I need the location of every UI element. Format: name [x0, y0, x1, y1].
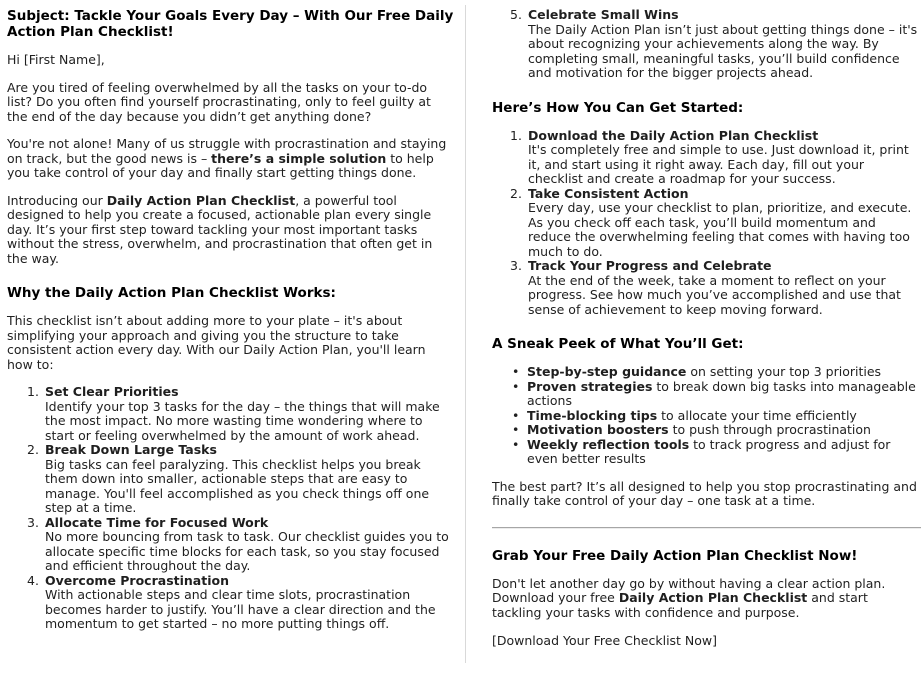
list-item-title: Overcome Procrastination — [45, 572, 229, 588]
bullet-icon: • — [512, 436, 520, 452]
bullet-icon: • — [512, 378, 520, 394]
subject-heading: Subject: Tackle Your Goals Every Day – With Our Free Daily Action Plan Checklist! — [7, 8, 454, 40]
list-item-body — [528, 129, 921, 187]
greeting: Hi [First Name], — [7, 52, 105, 67]
list-item — [510, 129, 921, 187]
list-item-body — [528, 259, 921, 317]
list-item-description: Identify your top 3 tasks for the day – the things that will make the most impact. No more wasting time wondering where to start or feeling overwhelmed by the amount of work ahead. — [45, 398, 440, 443]
list-item-number: 5. — [510, 7, 522, 22]
paragraph-grab — [492, 577, 921, 621]
list-item — [510, 187, 921, 260]
list-item-description: With actionable steps and clear time slots, procrastination becomes harder to justify. You’ll have a clear direction and the momentum to get started – no more putting things off. — [45, 587, 436, 631]
horizontal-rule — [492, 527, 921, 529]
list-item-number: 3. — [510, 258, 522, 273]
list-item-text: to push through procrastination — [668, 422, 871, 437]
list-item-description: It's completely free and simple to use. Just download it, print it, and start using it right away. Each day, fill out your checklist and create a roadmap for your success. — [528, 142, 909, 186]
section-heading-get-started: Here’s How You Can Get Started: — [492, 99, 744, 116]
section-heading-grab: Grab Your Free Daily Action Plan Checklist Now! — [492, 547, 858, 564]
bold-phrase: Weekly reflection tools — [527, 436, 690, 452]
list-item-title: Download the Daily Action Plan Checklist — [528, 127, 819, 143]
bullet-list-features — [492, 365, 921, 467]
bold-phrase: Proven strategies — [527, 378, 653, 394]
numbered-list-benefits-continued — [492, 8, 921, 81]
list-item — [510, 409, 921, 424]
list-item-text: to track progress and adjust for even better results — [527, 436, 891, 466]
list-item-text: to break down big tasks into manageable actions — [527, 378, 916, 408]
list-item — [27, 443, 455, 516]
column-divider — [465, 5, 466, 663]
list-item — [510, 423, 921, 438]
paragraph-text: , a powerful tool designed to help you create a focused, actionable plan every single day. It’s your first step toward tackling your most important tasks without the stress, overwhelm, and procrastination that often get in the way. — [7, 192, 433, 266]
list-item-title: Track Your Progress and Celebrate — [528, 258, 772, 273]
bold-phrase: Daily Action Plan Checklist — [106, 192, 296, 208]
list-item-title: Celebrate Small Wins — [528, 7, 679, 22]
bullet-icon: • — [512, 364, 520, 379]
section-heading-sneak-peek: A Sneak Peek of What You’ll Get: — [492, 336, 744, 352]
list-item-title: Allocate Time for Focused Work — [45, 514, 269, 530]
list-item-number: 2. — [510, 185, 522, 201]
paragraph-intro: Are you tired of feeling overwhelmed by all the tasks on your to-do list? Do you often find yourself procrastinating, only to feel guilty at the end of the day because you didn’t get anything done? — [7, 79, 431, 124]
list-item-number: 1. — [510, 127, 522, 143]
paragraph-text: Introducing our — [7, 192, 107, 208]
list-item — [510, 8, 921, 81]
cta-download-link[interactable]: [Download Your Free Checklist Now] — [492, 633, 718, 648]
list-item-description: Every day, use your checklist to plan, prioritize, and execute. As you check off each task, you’ll build momentum and reduce the overwhelming feeling that comes with having too much to do. — [528, 200, 912, 259]
list-item — [510, 438, 921, 467]
list-item-title: Take Consistent Action — [528, 185, 689, 201]
list-item-description: Big tasks can feel paralyzing. This checklist helps you break them down into smaller, actionable steps that are easy to manage. You'll feel accomplished as you check things off one step at a time. — [45, 456, 430, 515]
bold-phrase: Daily Action Plan Checklist — [618, 590, 808, 605]
list-item-body — [45, 443, 455, 516]
list-item-body — [528, 187, 921, 260]
list-item-body — [528, 8, 921, 81]
list-item-title: Break Down Large Tasks — [45, 442, 217, 457]
bullet-icon: • — [512, 422, 520, 437]
paragraph-introducing — [7, 194, 455, 267]
paragraph-solution — [7, 137, 455, 181]
list-item-body — [527, 380, 921, 409]
list-item — [27, 516, 455, 574]
list-item — [510, 380, 921, 409]
list-item-description: At the end of the week, take a moment to reflect on your progress. See how much you’ve accomplished and use that sense of achievement to keep moving forward. — [528, 272, 901, 317]
numbered-list-steps — [492, 129, 921, 318]
list-item-description: The Daily Action Plan isn’t just about getting things done – it's about recognizing your achievements along the way. By completing small, meaningful tasks, you’ll build confidence and motivation for the bigger projects ahead. — [528, 21, 918, 80]
list-item-number: 1. — [27, 384, 39, 399]
paragraph-text: You're not alone! Many of us struggle with procrastination and staying on track, but the good news is – — [7, 136, 447, 166]
list-item-number: 2. — [27, 442, 39, 457]
list-item-body — [45, 385, 455, 443]
bold-phrase: Motivation boosters — [527, 422, 669, 437]
paragraph-text: to help you take control of your day and finally start getting things done. — [7, 150, 434, 180]
bullet-icon: • — [512, 407, 520, 423]
list-item — [510, 259, 921, 317]
list-item-title: Set Clear Priorities — [45, 384, 179, 399]
list-item — [27, 385, 455, 443]
list-item-body — [45, 516, 455, 574]
list-item-body — [45, 574, 455, 632]
numbered-list-benefits — [7, 385, 455, 632]
list-item-body — [527, 365, 921, 380]
list-item-text: to allocate your time efficiently — [657, 407, 857, 423]
paragraph-text: and start tackling your tasks with confidence and purpose. — [492, 590, 868, 620]
right-column — [465, 0, 924, 683]
list-item-number: 4. — [27, 572, 39, 588]
list-item-body — [527, 438, 921, 467]
list-item-text: on setting your top 3 priorities — [686, 364, 882, 379]
list-item-number: 3. — [27, 514, 39, 530]
bold-phrase: Step-by-step guidance — [527, 364, 687, 379]
paragraph-why: This checklist isn’t about adding more to your plate – it's about simplifying your approach and giving you the structure to take consistent action every day. With our Daily Action Plan, you'll learn how to: — [7, 313, 426, 372]
list-item-body — [527, 409, 921, 424]
paragraph-best-part: The best part? It’s all designed to help you stop procrastinating and finally take control of your day – one task at a time. — [492, 478, 917, 508]
bold-phrase: Time-blocking tips — [527, 407, 658, 423]
list-item-body — [527, 423, 921, 438]
section-heading-why: Why the Daily Action Plan Checklist Works: — [7, 285, 336, 301]
list-item — [27, 574, 455, 632]
list-item-description: No more bouncing from task to task. Our checklist guides you to allocate specific time blocks for each task, so you stay focused and efficient throughout the day. — [45, 529, 449, 573]
list-item — [510, 365, 921, 380]
bold-phrase: there’s a simple solution — [211, 150, 387, 166]
paragraph-text: Don't let another day go by without having a clear action plan. Download your free — [492, 575, 886, 605]
